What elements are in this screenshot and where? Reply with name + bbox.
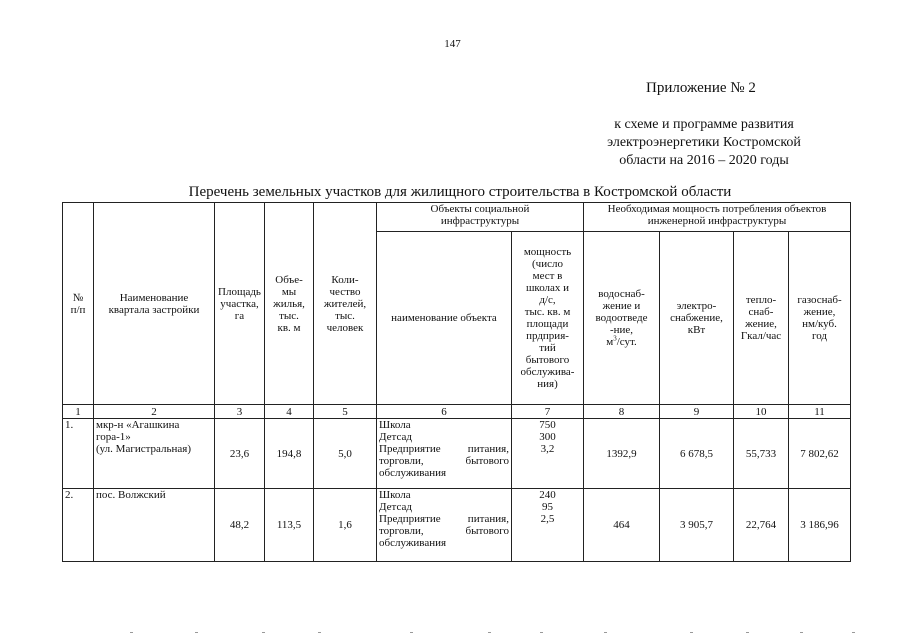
row-volume: 113,5 [265,489,314,562]
row-area: 23,6 [215,419,265,489]
row-district-name: пос. Волжский [94,489,215,562]
row-water: 1392,9 [584,419,660,489]
header-object-name: наименование объекта [377,232,512,405]
column-number: 7 [512,405,584,419]
appendix-subtitle [590,116,818,170]
row-electric: 3 905,7 [660,489,734,562]
row-objects: Школа Детсад Предприятие питания, торговли, бытового обслуживания [377,489,512,562]
header-gas: газоснаб- жение, нм/куб. год [789,232,851,405]
row-residents: 1,6 [314,489,377,562]
table-title: Перечень земельных участков для жилищного строительства в Костромской области [188,184,732,200]
row-area: 48,2 [215,489,265,562]
header-water: водоснаб- жение и водоотведе -ние, $м^3$/сут. [584,232,660,405]
table-row [63,489,851,562]
scan-artifact-dots [0,632,905,636]
table-row [63,419,851,489]
header-name: Наименование квартала застройки [94,203,215,405]
header-capacity: мощность (число мест в школах и д/с, тыс. кв. м площади прдприя- тий бытового обслужива- ния) [512,232,584,405]
column-number: 6 [377,405,512,419]
row-capacities: 240 95 2,5 [512,489,584,562]
row-gas: 3 186,96 [789,489,851,562]
header-need-group: Необходимая мощность потребления объектов инженерной инфраструктуры [584,203,851,232]
row-capacities: 750 300 3,2 [512,419,584,489]
appendix-title: Приложение № 2 [646,80,756,96]
row-number: 1. [63,419,94,489]
row-gas: 7 802,62 [789,419,851,489]
row-volume: 194,8 [265,419,314,489]
column-number: 10 [734,405,789,419]
column-number: 5 [314,405,377,419]
column-number: 3 [215,405,265,419]
appendix-subtitle-line: электроэнергетики Костромской [607,135,801,150]
row-district-name: мкр-н «Агашкина гора-1» (ул. Магистральная) [94,419,215,489]
appendix-subtitle-line: к схеме и программе развития [614,117,794,132]
header-num: № п/п [63,203,94,405]
header-social-group: Объекты социальной инфраструктуры [377,203,584,232]
column-number: 1 [63,405,94,419]
header-electric: электро- снабжение, кВт [660,232,734,405]
header-volume: Объе- мы жилья, тыс. кв. м [265,203,314,405]
row-residents: 5,0 [314,419,377,489]
header-heat: тепло- снаб- жение, Гкал/час [734,232,789,405]
land-plots-table [62,202,851,562]
row-objects: Школа Детсад Предприятие питания, торговли, бытового обслуживания [377,419,512,489]
row-electric: 6 678,5 [660,419,734,489]
column-number-row [63,405,851,419]
column-number: 2 [94,405,215,419]
row-heat: 55,733 [734,419,789,489]
column-number: 9 [660,405,734,419]
row-water: 464 [584,489,660,562]
appendix-subtitle-line: области на 2016 – 2020 годы [619,153,789,168]
column-number: 8 [584,405,660,419]
page-number: 147 [444,38,461,50]
column-number: 4 [265,405,314,419]
header-residents: Коли- чество жителей, тыс. человек [314,203,377,405]
header-area: Площадь участка, га [215,203,265,405]
row-number: 2. [63,489,94,562]
row-heat: 22,764 [734,489,789,562]
column-number: 11 [789,405,851,419]
